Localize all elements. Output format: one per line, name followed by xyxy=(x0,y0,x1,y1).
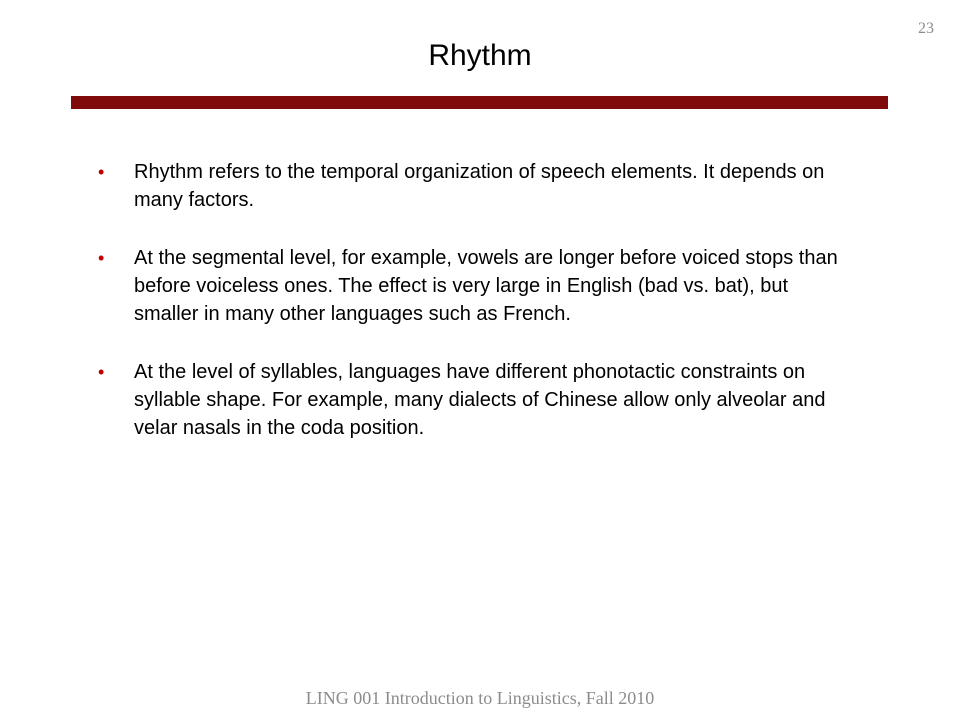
slide-number: 23 xyxy=(918,20,934,37)
bullet-item xyxy=(98,244,858,328)
bullet-list xyxy=(98,158,858,472)
bullet-item xyxy=(98,158,858,214)
title-divider xyxy=(71,96,888,109)
bullet-marker-icon: • xyxy=(98,362,105,382)
bullet-text: At the segmental level, for example, vowels are longer before voiced stops than before voiceless ones. The effect is very large in English (bad vs. bat), but smaller in many other languages such as French. xyxy=(134,247,838,325)
bullet-marker-icon: • xyxy=(98,162,105,182)
bullet-item xyxy=(98,358,858,442)
bullet-text: Rhythm refers to the temporal organization of speech elements. It depends on many factors. xyxy=(134,161,825,211)
slide-footer: LING 001 Introduction to Linguistics, Fall 2010 xyxy=(305,688,655,708)
bullet-text: At the level of syllables, languages have different phonotactic constraints on syllable shape. For example, many dialects of Chinese allow only alveolar and velar nasals in the coda position. xyxy=(134,361,826,439)
slide-title: Rhythm xyxy=(428,39,532,72)
bullet-marker-icon: • xyxy=(98,248,105,268)
